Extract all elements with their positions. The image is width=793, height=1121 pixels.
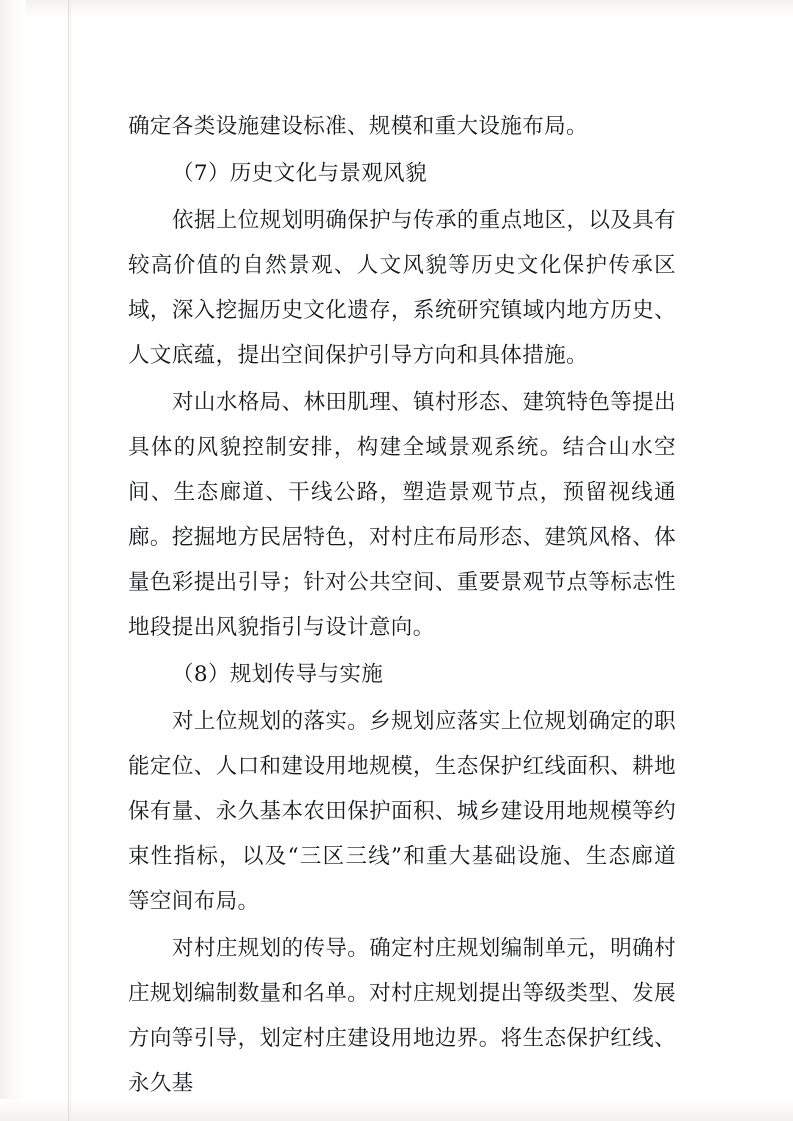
document-text-body bbox=[128, 104, 676, 1108]
paragraph-8-2: 对村庄规划的传导。确定村庄规划编制单元，明确村庄规划编制数量和名单。对村庄规划提出等级类型、发展方向等引导，划定村庄建设用地边界。将生态保护红线、永久基 bbox=[128, 936, 676, 1096]
page-fold-line bbox=[68, 0, 69, 1121]
paragraph-7-2: 对山水格局、林田肌理、镇村形态、建筑特色等提出具体的风貌控制安排，构建全域景观系统。结合山水空间、生态廊道、干线公路，塑造景观节点，预留视线通廊。挖掘地方民居特色，对村庄布局形态、建筑风格、体量色彩提出引导；针对公共空间、重要景观节点等标志性地段提出风貌指引与设计意向。 bbox=[128, 390, 676, 640]
section-heading-7: （7）历史文化与景观风貌 bbox=[172, 161, 427, 186]
page-fold-line-secondary bbox=[70, 0, 71, 1121]
scan-edge-top bbox=[0, 0, 793, 18]
paragraph-8-1: 对上位规划的落实。乡规划应落实上位规划确定的职能定位、人口和建设用地规模，生态保护红线面积、耕地保有量、永久基本农田保护面积、城乡建设用地规模等约束性指标，以及“三区三线”和重大基础设施、生态廊道等空间布局。 bbox=[128, 709, 676, 914]
paragraph-7-1: 依据上位规划明确保护与传承的重点地区，以及具有较高价值的自然景观、人文风貌等历史文化保护传承区域，深入挖掘历史文化遗存，系统研究镇域内地方历史、人文底蕴，提出空间保护引导方向和具体措施。 bbox=[128, 208, 676, 368]
section-heading-8: （8）规划传导与实施 bbox=[172, 662, 384, 687]
scan-edge-left bbox=[0, 0, 26, 1121]
paragraph-continuation: 确定各类设施建设标准、规模和重大设施布局。 bbox=[128, 114, 588, 139]
